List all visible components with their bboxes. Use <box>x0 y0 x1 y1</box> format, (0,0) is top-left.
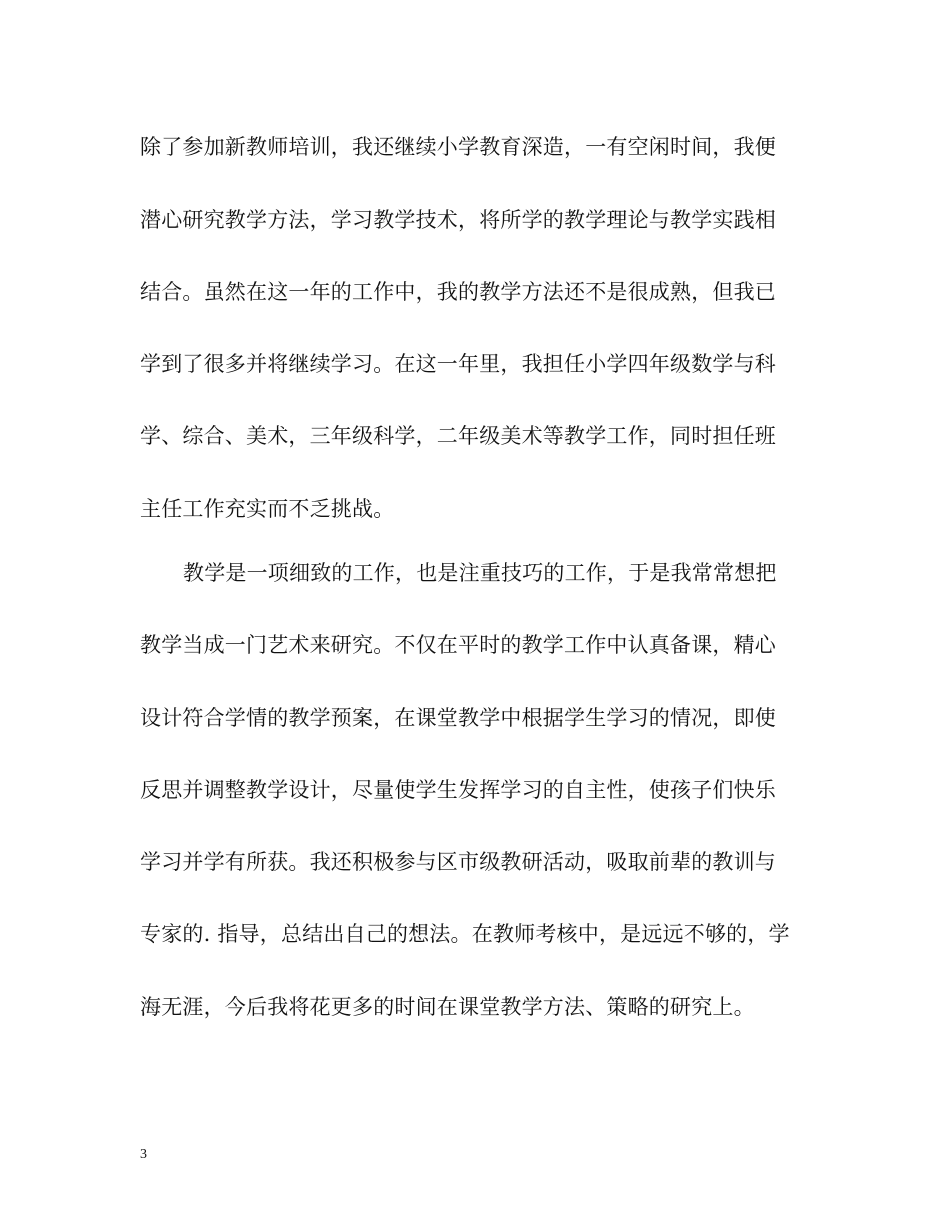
paragraph-1-line-6: 主任工作充实而不乏挑战。 <box>140 497 395 521</box>
paragraph-2-line-1: 教学是一项细致的工作，也是注重技巧的工作，于是我常常想把 <box>183 561 777 585</box>
paragraph-2-line-2: 教学当成一门艺术来研究。不仅在平时的教学工作中认真备课，精心 <box>140 633 776 657</box>
paragraph-1-line-2: 潜心研究教学方法，学习教学技术，将所学的教学理论与教学实践相 <box>140 208 776 232</box>
paragraph-2-line-4: 反思并调整教学设计，尽量使学生发挥学习的自主性，使孩子们快乐 <box>140 778 776 802</box>
paragraph-1-line-1: 除了参加新教师培训，我还继续小学教育深造，一有空闲时间，我便 <box>140 135 776 159</box>
paragraph-1-line-4: 学到了很多并将继续学习。在这一年里，我担任小学四年级数学与科 <box>140 352 776 376</box>
paragraph-1-line-5: 学、综合、美术，三年级科学，二年级美术等教学工作，同时担任班 <box>140 424 776 448</box>
page-number: 3 <box>140 1147 147 1162</box>
paragraph-2-line-7: 海无涯，今后我将花更多的时间在课堂教学方法、策略的研究上。 <box>140 995 755 1019</box>
paragraph-2-line-5: 学习并学有所获。我还积极参与区市级教研活动，吸取前辈的教训与 <box>140 850 776 874</box>
paragraph-2-line-3: 设计符合学情的教学预案，在课堂教学中根据学生学习的情况，即使 <box>140 706 776 730</box>
paragraph-2-line-6: 专家的. 指导，总结出自己的想法。在教师考核中，是远远不够的，学 <box>140 922 790 946</box>
paragraph-1-line-3: 结合。虽然在这一年的工作中，我的教学方法还不是很成熟，但我已 <box>140 280 776 304</box>
